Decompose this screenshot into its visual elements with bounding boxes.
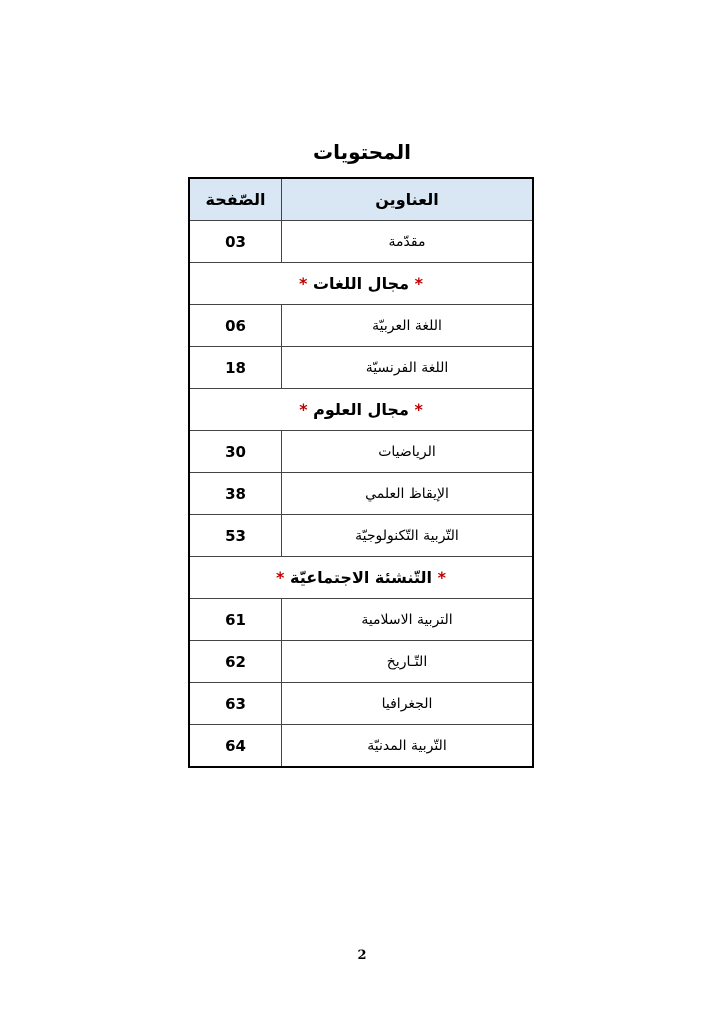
item-page: 38 [189,473,282,515]
table-row [189,473,533,515]
section-row [189,263,533,305]
item-page: 30 [189,431,282,473]
item-page: 03 [189,221,282,263]
section-label: مجال العلوم [313,400,409,419]
item-page: 06 [189,305,282,347]
table-row [189,431,533,473]
contents-table-body [189,221,533,768]
item-title: التّـاريخ [282,641,534,683]
item-title: مقدّمة [282,221,534,263]
table-row [189,641,533,683]
table-row [189,221,533,263]
table-row [189,725,533,768]
item-title: التربية الاسلامية [282,599,534,641]
section-label: التّنشئة الاجتماعيّة [290,568,432,587]
item-page: 64 [189,725,282,768]
item-page: 18 [189,347,282,389]
item-title: التّربية المدنيّة [282,725,534,768]
section-label: مجال اللغات [312,274,410,293]
item-title: التّربية التّكنولوجيّة [282,515,534,557]
section-row [189,389,533,431]
table-header-row [189,178,533,221]
star-marker: * [414,400,423,419]
item-title: اللغة الفرنسيّة [282,347,534,389]
item-page: 61 [189,599,282,641]
contents-table [188,177,534,768]
page-title: المحتويات [312,140,411,164]
header-page: الصّفحة [189,178,282,221]
section-title [189,389,533,431]
item-title: اللغة العربيّة [282,305,534,347]
section-row [189,557,533,599]
star-marker: * [414,274,423,293]
section-title [189,263,533,305]
table-row [189,305,533,347]
star-marker: * [276,568,285,587]
section-title [189,557,533,599]
page-number: 2 [357,948,367,963]
star-marker: * [299,400,308,419]
star-marker: * [437,568,446,587]
item-page: 53 [189,515,282,557]
item-title: الإيقاظ العلمي [282,473,534,515]
table-row [189,347,533,389]
item-title: الجغرافيا [282,683,534,725]
header-titles: العناوين [282,178,534,221]
table-row [189,683,533,725]
item-title: الرياضيات [282,431,534,473]
item-page: 62 [189,641,282,683]
table-row [189,515,533,557]
table-row [189,599,533,641]
item-page: 63 [189,683,282,725]
star-marker: * [299,274,308,293]
